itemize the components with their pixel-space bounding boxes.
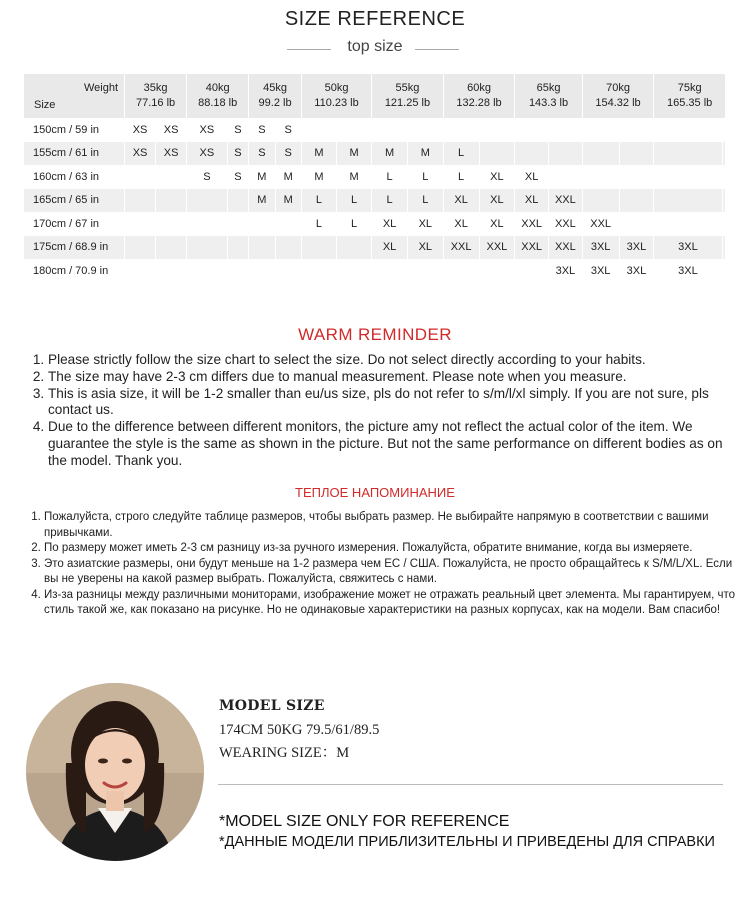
- size-value-cell: [156, 259, 187, 283]
- size-value-cell: [227, 212, 249, 236]
- subtitle: top size: [347, 38, 403, 55]
- size-cell: 150cm / 59 in: [24, 118, 125, 142]
- size-value-cell: XS: [156, 142, 187, 166]
- weight-kg: 55kg: [395, 82, 420, 94]
- table-header-row: [24, 74, 726, 118]
- size-value-cell: M: [249, 189, 275, 213]
- weight-lb: 77.16 lb: [135, 97, 176, 109]
- weight-lb: 99.2 lb: [258, 97, 292, 109]
- size-value-cell: XS: [156, 118, 187, 142]
- weight-kg: 75kg: [677, 82, 702, 94]
- size-value-cell: [582, 189, 619, 213]
- warm-reminder-list: [32, 352, 738, 470]
- size-value-cell: M: [275, 165, 301, 189]
- weight-lb: 165.35 lb: [667, 97, 713, 109]
- size-value-cell: [654, 212, 722, 236]
- size-value-cell: 3XL: [654, 236, 722, 260]
- size-value-cell: XXL: [515, 212, 549, 236]
- model-note-ru: *ДАННЫЕ МОДЕЛИ ПРИБЛИЗИТЕЛЬНЫ И ПРИВЕДЕНЫ ДЛЯ СПРАВКИ: [219, 834, 715, 850]
- size-value-cell: [619, 189, 654, 213]
- size-value-cell: [582, 165, 619, 189]
- table-corner-cell: [24, 74, 125, 118]
- size-value-cell: L: [407, 165, 443, 189]
- size-value-cell: XS: [125, 118, 156, 142]
- weight-header-cell: [372, 74, 444, 118]
- size-value-cell: S: [227, 142, 249, 166]
- weight-kg: 45kg: [263, 82, 287, 94]
- weight-label: Weight: [84, 82, 119, 94]
- size-value-cell: XXL: [515, 236, 549, 260]
- size-value-cell: [301, 259, 336, 283]
- size-value-cell: [443, 118, 479, 142]
- size-chart-table: [24, 74, 726, 283]
- table-row: [24, 118, 726, 142]
- list-item: 4. Due to the difference between different monitors, the picture amy not reflect the actual color of the item. We guarantee the style is the same as shown in the picture. But not the same performance on different bodies as on the model. Thank you.: [48, 419, 738, 469]
- size-value-cell: XXL: [549, 236, 583, 260]
- size-value-cell: L: [301, 212, 336, 236]
- table-row: [24, 165, 726, 189]
- size-value-cell: [582, 142, 619, 166]
- size-value-cell: [654, 189, 722, 213]
- size-value-cell: M: [337, 165, 372, 189]
- size-value-cell: [407, 259, 443, 283]
- weight-header-cell: [301, 74, 371, 118]
- weight-header-cell: [125, 74, 187, 118]
- size-value-cell: S: [227, 165, 249, 189]
- size-value-cell: XXL: [549, 212, 583, 236]
- size-value-cell: XL: [372, 212, 408, 236]
- size-value-cell: [372, 259, 408, 283]
- model-stats: 174CM 50KG 79.5/61/89.5: [219, 722, 380, 738]
- model-wearing-size: WEARING SIZE：M: [219, 745, 350, 761]
- size-value-cell: S: [249, 142, 275, 166]
- size-value-cell: L: [443, 165, 479, 189]
- size-value-cell: [249, 212, 275, 236]
- size-value-cell: [479, 118, 515, 142]
- size-value-cell: [337, 118, 372, 142]
- weight-kg: 70kg: [606, 82, 630, 94]
- size-value-cell: [372, 118, 408, 142]
- size-value-cell: [125, 165, 156, 189]
- size-value-cell: L: [372, 165, 408, 189]
- size-value-cell: [722, 118, 725, 142]
- size-value-cell: 3XL: [549, 259, 583, 283]
- list-item: 3. This is asia size, it will be 1-2 smaller than eu/us size, pls do not refer to s/m/l/xl simply. If you are not sure, pls contact us.: [48, 386, 738, 420]
- size-value-cell: XXL: [479, 236, 515, 260]
- size-value-cell: [619, 165, 654, 189]
- size-value-cell: L: [301, 189, 336, 213]
- weight-lb: 143.3 lb: [528, 97, 569, 109]
- size-value-cell: [619, 118, 654, 142]
- size-value-cell: [249, 236, 275, 260]
- size-value-cell: L: [372, 189, 408, 213]
- size-value-cell: L: [443, 142, 479, 166]
- size-value-cell: [582, 118, 619, 142]
- size-value-cell: [156, 236, 187, 260]
- size-value-cell: [549, 142, 583, 166]
- size-value-cell: [722, 142, 725, 166]
- weight-lb: 132.28 lb: [456, 97, 502, 109]
- table-row: [24, 259, 726, 283]
- size-value-cell: [125, 212, 156, 236]
- weight-lb: 121.25 lb: [384, 97, 431, 109]
- subtitle-block: [0, 38, 750, 60]
- model-divider: [218, 784, 723, 785]
- size-value-cell: [275, 236, 301, 260]
- size-value-cell: S: [227, 118, 249, 142]
- table-row: [24, 189, 726, 213]
- weight-kg: 40kg: [205, 82, 230, 94]
- size-value-cell: [515, 118, 549, 142]
- weight-kg: 65kg: [536, 82, 561, 94]
- size-value-cell: [187, 236, 228, 260]
- size-value-cell: XL: [479, 189, 515, 213]
- size-value-cell: [125, 259, 156, 283]
- size-value-cell: [187, 212, 228, 236]
- weight-header-cell: [187, 74, 249, 118]
- warm-reminder-ru-title: ТЕПЛОЕ НАПОМИНАНИЕ: [295, 485, 455, 500]
- size-value-cell: [722, 259, 725, 283]
- size-value-cell: M: [337, 142, 372, 166]
- size-value-cell: [337, 236, 372, 260]
- size-value-cell: 3XL: [654, 259, 722, 283]
- size-value-cell: M: [301, 165, 336, 189]
- size-value-cell: 3XL: [582, 259, 619, 283]
- size-value-cell: XXL: [549, 189, 583, 213]
- weight-header-cell: [515, 74, 582, 118]
- size-value-cell: XXL: [443, 236, 479, 260]
- size-value-cell: [301, 236, 336, 260]
- size-value-cell: XXL: [582, 212, 619, 236]
- list-item: 2. По размеру может иметь 2-3 см разницу из-за ручного измерения. Пожалуйста, обратите внимание, когда вы измеряете.: [44, 541, 744, 557]
- size-value-cell: [187, 259, 228, 283]
- size-cell: 160cm / 63 in: [24, 165, 125, 189]
- size-value-cell: [722, 165, 725, 189]
- size-value-cell: XS: [187, 118, 228, 142]
- size-value-cell: [227, 189, 249, 213]
- size-cell: 155cm / 61 in: [24, 142, 125, 166]
- size-value-cell: [407, 118, 443, 142]
- model-note-en: *MODEL SIZE ONLY FOR REFERENCE: [219, 813, 510, 830]
- size-value-cell: [156, 212, 187, 236]
- page-title: SIZE REFERENCE: [284, 8, 466, 30]
- model-photo: [26, 683, 204, 861]
- size-cell: 175cm / 68.9 in: [24, 236, 125, 260]
- size-value-cell: XS: [187, 142, 228, 166]
- size-value-cell: [227, 236, 249, 260]
- size-value-cell: XL: [515, 189, 549, 213]
- size-value-cell: [722, 189, 725, 213]
- size-value-cell: M: [249, 165, 275, 189]
- size-value-cell: [275, 212, 301, 236]
- size-value-cell: [125, 236, 156, 260]
- weight-lb: 154.32 lb: [595, 97, 641, 109]
- size-value-cell: [125, 189, 156, 213]
- size-value-cell: [549, 118, 583, 142]
- table-row: [24, 212, 726, 236]
- size-value-cell: M: [407, 142, 443, 166]
- size-value-cell: XL: [407, 236, 443, 260]
- size-value-cell: XL: [479, 165, 515, 189]
- size-value-cell: [654, 165, 722, 189]
- size-value-cell: M: [275, 189, 301, 213]
- weight-kg: 35kg: [143, 82, 168, 94]
- size-value-cell: [549, 165, 583, 189]
- list-item: 1. Пожалуйста, строго следуйте таблице размеров, чтобы выбрать размер. Не выбирайте напрямую в соответствии с вашими привычками.: [44, 510, 744, 541]
- list-item: 2. The size may have 2-3 cm differs due to manual measurement. Please note when you measure.: [48, 369, 738, 386]
- size-value-cell: S: [187, 165, 228, 189]
- size-value-cell: [187, 189, 228, 213]
- size-value-cell: [337, 259, 372, 283]
- size-value-cell: [301, 118, 336, 142]
- size-value-cell: [654, 142, 722, 166]
- table-row: [24, 236, 726, 260]
- size-value-cell: XS: [125, 142, 156, 166]
- size-value-cell: [722, 236, 725, 260]
- size-value-cell: M: [372, 142, 408, 166]
- size-value-cell: [722, 212, 725, 236]
- weight-lb: 110.23 lb: [314, 97, 359, 109]
- size-value-cell: L: [337, 212, 372, 236]
- size-value-cell: [654, 118, 722, 142]
- size-value-cell: [227, 259, 249, 283]
- weight-lb: 88.18 lb: [198, 97, 238, 109]
- size-label: Size: [34, 99, 56, 111]
- table-row: [24, 142, 726, 166]
- size-value-cell: [156, 165, 187, 189]
- size-value-cell: 3XL: [582, 236, 619, 260]
- weight-header-cell: [654, 74, 726, 118]
- size-value-cell: 3XL: [619, 259, 654, 283]
- size-value-cell: [156, 189, 187, 213]
- size-value-cell: L: [337, 189, 372, 213]
- size-value-cell: XL: [443, 189, 479, 213]
- weight-kg: 60kg: [467, 82, 491, 94]
- weight-header-cell: [582, 74, 654, 118]
- size-value-cell: [443, 259, 479, 283]
- size-value-cell: M: [301, 142, 336, 166]
- size-value-cell: XL: [443, 212, 479, 236]
- warm-reminder-title: WARM REMINDER: [298, 325, 452, 344]
- size-value-cell: XL: [515, 165, 549, 189]
- size-value-cell: XL: [372, 236, 408, 260]
- size-value-cell: L: [407, 189, 443, 213]
- size-value-cell: [249, 259, 275, 283]
- size-cell: 165cm / 65 in: [24, 189, 125, 213]
- size-value-cell: 3XL: [619, 236, 654, 260]
- subtitle-rule-right: [415, 49, 459, 50]
- size-value-cell: S: [275, 118, 301, 142]
- size-value-cell: [515, 142, 549, 166]
- size-value-cell: [479, 142, 515, 166]
- weight-header-cell: [249, 74, 302, 118]
- size-value-cell: [275, 259, 301, 283]
- list-item: 4. Из-за разницы между различными мониторами, изображение может не отражать реальный цвет элемента. Мы гарантируем, что стиль такой же, как показано на рисунке. Но не одинаковые характеристики на разных корпусах, как на модели. Вам спасибо!: [44, 588, 744, 619]
- size-value-cell: [515, 259, 549, 283]
- size-cell: 170cm / 67 in: [24, 212, 125, 236]
- size-value-cell: XL: [479, 212, 515, 236]
- size-value-cell: [479, 259, 515, 283]
- size-value-cell: S: [249, 118, 275, 142]
- weight-kg: 50kg: [324, 82, 349, 94]
- weight-header-cell: [443, 74, 515, 118]
- size-value-cell: XL: [407, 212, 443, 236]
- size-value-cell: [619, 142, 654, 166]
- warm-reminder-ru-list: [28, 510, 744, 619]
- size-value-cell: [619, 212, 654, 236]
- list-item: 3. Это азиатские размеры, они будут меньше на 1-2 размера чем ЕС / США. Пожалуйста, не просто обращайтесь к S/M/L/XL. Если вы не уверены на какой размер выбрать. Пожалуйста, свяжитесь с нами.: [44, 557, 744, 588]
- model-size-title: MODEL SIZE: [219, 698, 325, 714]
- size-cell: 180cm / 70.9 in: [24, 259, 125, 283]
- size-value-cell: S: [275, 142, 301, 166]
- list-item: 1. Please strictly follow the size chart to select the size. Do not select directly according to your habits.: [48, 352, 738, 369]
